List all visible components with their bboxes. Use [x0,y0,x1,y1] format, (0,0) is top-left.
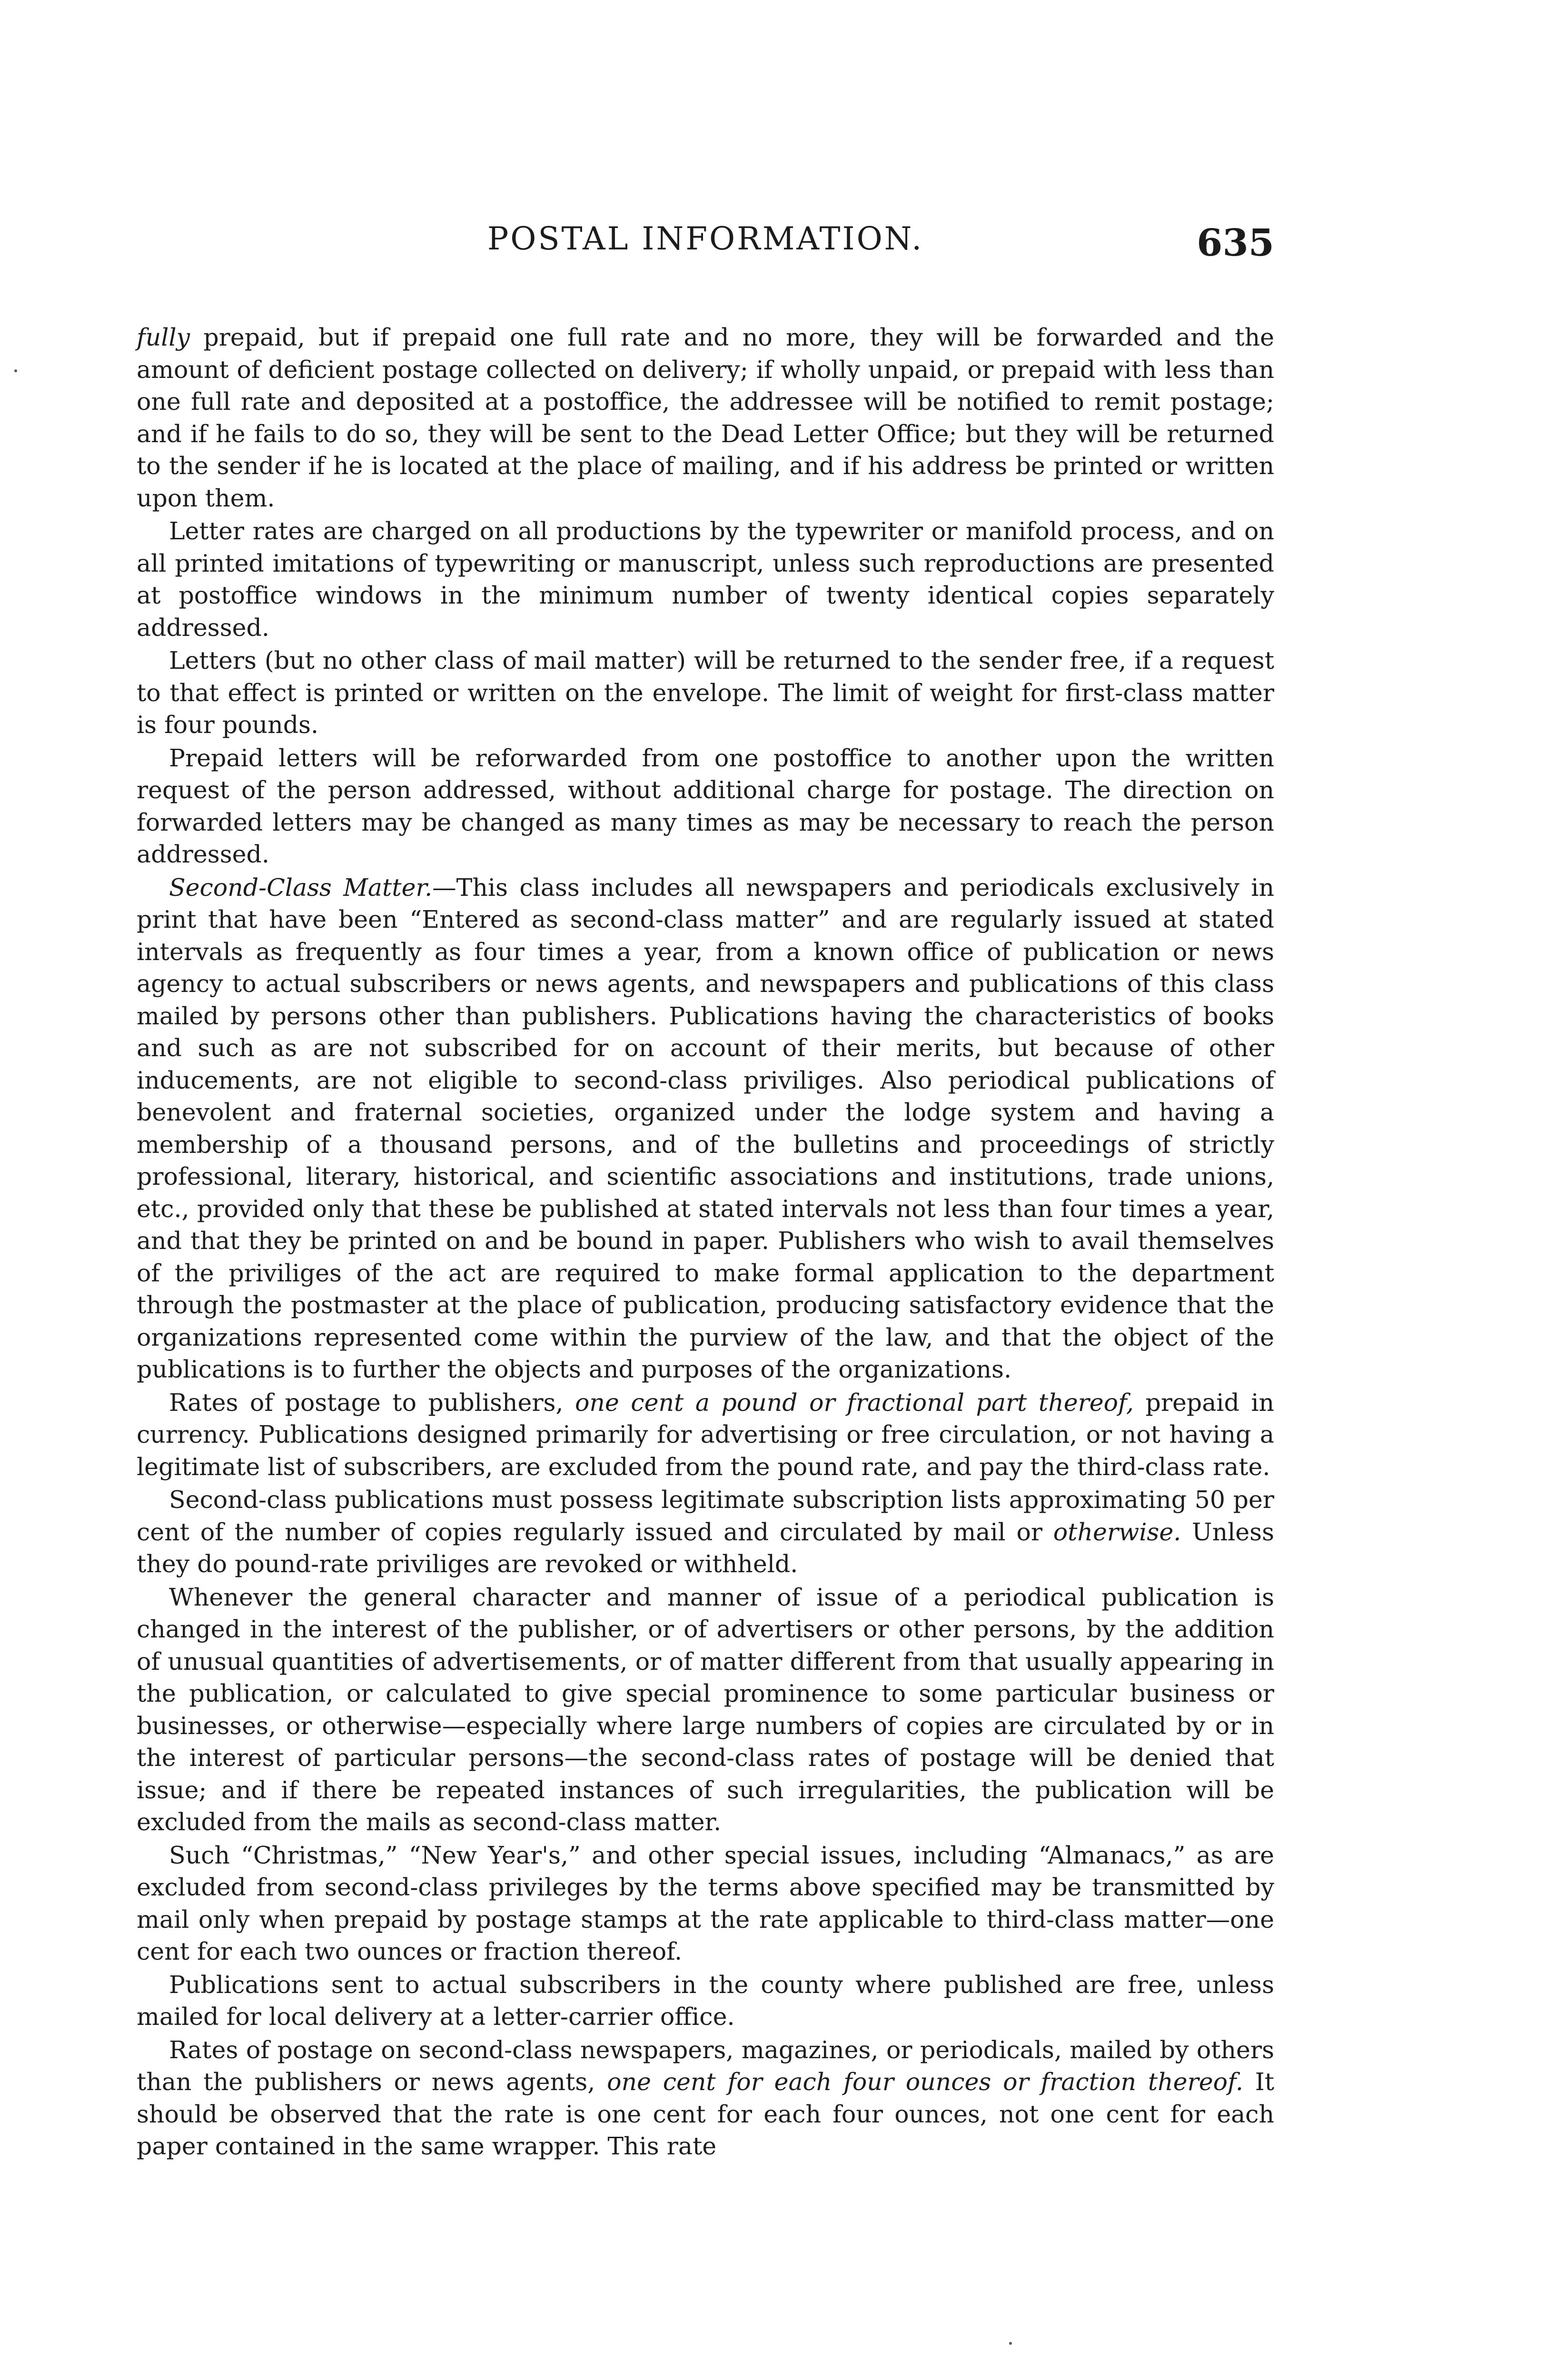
text-segment: Second-class publications must possess legitimate subscription lists approximating 50 per cent of the number of copies regularly issued and circulated by mail or [137,1486,1274,1546]
text-segment: prepaid in currency. Publications designed primarily for advertising or free circulation, or not having a legitimate list of subscribers, are excluded from the pound rate, and pay the third-class rate. [137,1388,1274,1481]
text-segment: Publications sent to actual subscribers in the county where published are free, unless mailed for local delivery at a letter-carrier office. [137,1970,1274,2031]
paragraph-continued-prepaid-letters [137,321,1274,514]
paragraph-rates-by-others [137,2034,1274,2162]
text-segment: It should be observed that the rate is one cent for each four ounces, not one cent for each paper contained in the same wrapper. This rate [137,2068,1274,2160]
paragraph-county-subscribers [137,1969,1274,2033]
running-head: POSTAL INFORMATION. [487,220,924,257]
text-segment: otherwise. [1053,1517,1181,1546]
page-number: 635 [1197,221,1274,265]
body-text [137,321,1274,2162]
text-segment: Unless they do pound-rate priviliges are revoked or withheld. [137,1517,1274,1578]
paragraph-subscription-lists [137,1484,1274,1580]
paragraph-rates-to-publishers [137,1387,1274,1483]
text-segment: Prepaid letters will be reforwarded from one postoffice to another upon the written request of the person addressed, without additional charge for postage. The direction on forwarded letters may be changed as many times as may be necessary to reach the person addressed. [137,744,1274,868]
text-segment: —This class includes all newspapers and periodicals exclusively in print that have been “Entered as second-class matter” and are regularly issued at stated intervals as frequently as four times a year, from a known office of publication or news agency to actual subscribers or news agents, and newspapers and publications of this class mailed by persons other than publishers. Publications having the characteristics of books and such as are not subscribed for on account of their merits, but because of other inducements, are not eligible to second-class priviliges. Also periodical publications of benevolent and fraternal societies, organized under the lodge system and having a membership of a thousand persons, and of the bulletins and proceedings of strictly professional, literary, historical, and scientific associations and institutions, trade unions, etc., provided only that these be published at stated intervals not less than four times a year, and that they be printed on and be bound in paper. Publishers who wish to avail themselves of the priviliges of the act are required to make formal application to the department through the postmaster at the place of publication, producing satisfactory evidence that the organizations represented come within the purview of the law, and that the object of the publications is to further the objects and purposes of the organizations. [137,873,1274,1383]
paragraph-returned-letters [137,645,1274,741]
stray-ink-mark [1009,2342,1012,2345]
paragraph-second-class-matter [137,872,1274,1386]
text-segment: Such “Christmas,” “New Year's,” and other special issues, including “Almanacs,” as are excluded from second-class privileges by the terms above specified may be transmitted by mail only when prepaid by postage stamps at the rate applicable to third-class matter—one cent for each two ounces or fraction thereof. [137,1841,1274,1965]
text-segment: Whenever the general character and manner of issue of a periodical publication is changed in the interest of the publisher, or of advertisers or other persons, by the addition of unusual quantities of advertisements, or of matter different from that usually appearing in the publication, or calculated to give special prominence to some particular business or businesses, or otherwise—especially where large numbers of copies are circulated by or in the interest of particular persons—the second-class rates of postage will be denied that issue; and if there be repeated instances of such irregularities, the publication will be excluded from the mails as second-class matter. [137,1583,1274,1836]
paragraph-character-changed [137,1581,1274,1838]
paragraph-reforwarded-letters [137,742,1274,871]
text-segment: prepaid, but if prepaid one full rate and no more, they will be forwarded and the amount of deficient postage collected on delivery; if wholly unpaid, or prepaid with less than one full rate and deposited at a postoffice, the addressee will be notified to remit postage; and if he fails to do so, they will be sent to the Dead Letter Office; but they will be returned to the sender if he is located at the place of mailing, and if his address be printed or written upon them. [137,323,1274,512]
text-segment: one cent for each four ounces or fraction thereof. [607,2068,1243,2096]
page-header [137,220,1274,282]
stray-ink-mark [14,369,17,372]
text-segment: one cent a pound or fractional part thereof, [575,1388,1134,1417]
paragraph-special-issues [137,1839,1274,1968]
section-heading: Second-Class Matter. [169,873,433,902]
text-segment: Letter rates are charged on all productions by the typewriter or manifold process, and on all printed imitations of typewriting or manuscript, unless such reproductions are presented at postoffice windows in the minimum number of twenty identical copies separately addressed. [137,517,1274,642]
text-segment: Rates of postage on second-class newspapers, magazines, or periodicals, mailed by others than the publishers or news agents, [137,2035,1274,2096]
text-segment: fully [137,323,190,351]
text-segment: Rates of postage to publishers, [169,1388,575,1417]
paragraph-letter-rates [137,515,1274,644]
text-segment: Letters (but no other class of mail matter) will be returned to the sender free, if a request to that effect is printed or written on the envelope. The limit of weight for first-class matter is four pounds. [137,646,1274,739]
